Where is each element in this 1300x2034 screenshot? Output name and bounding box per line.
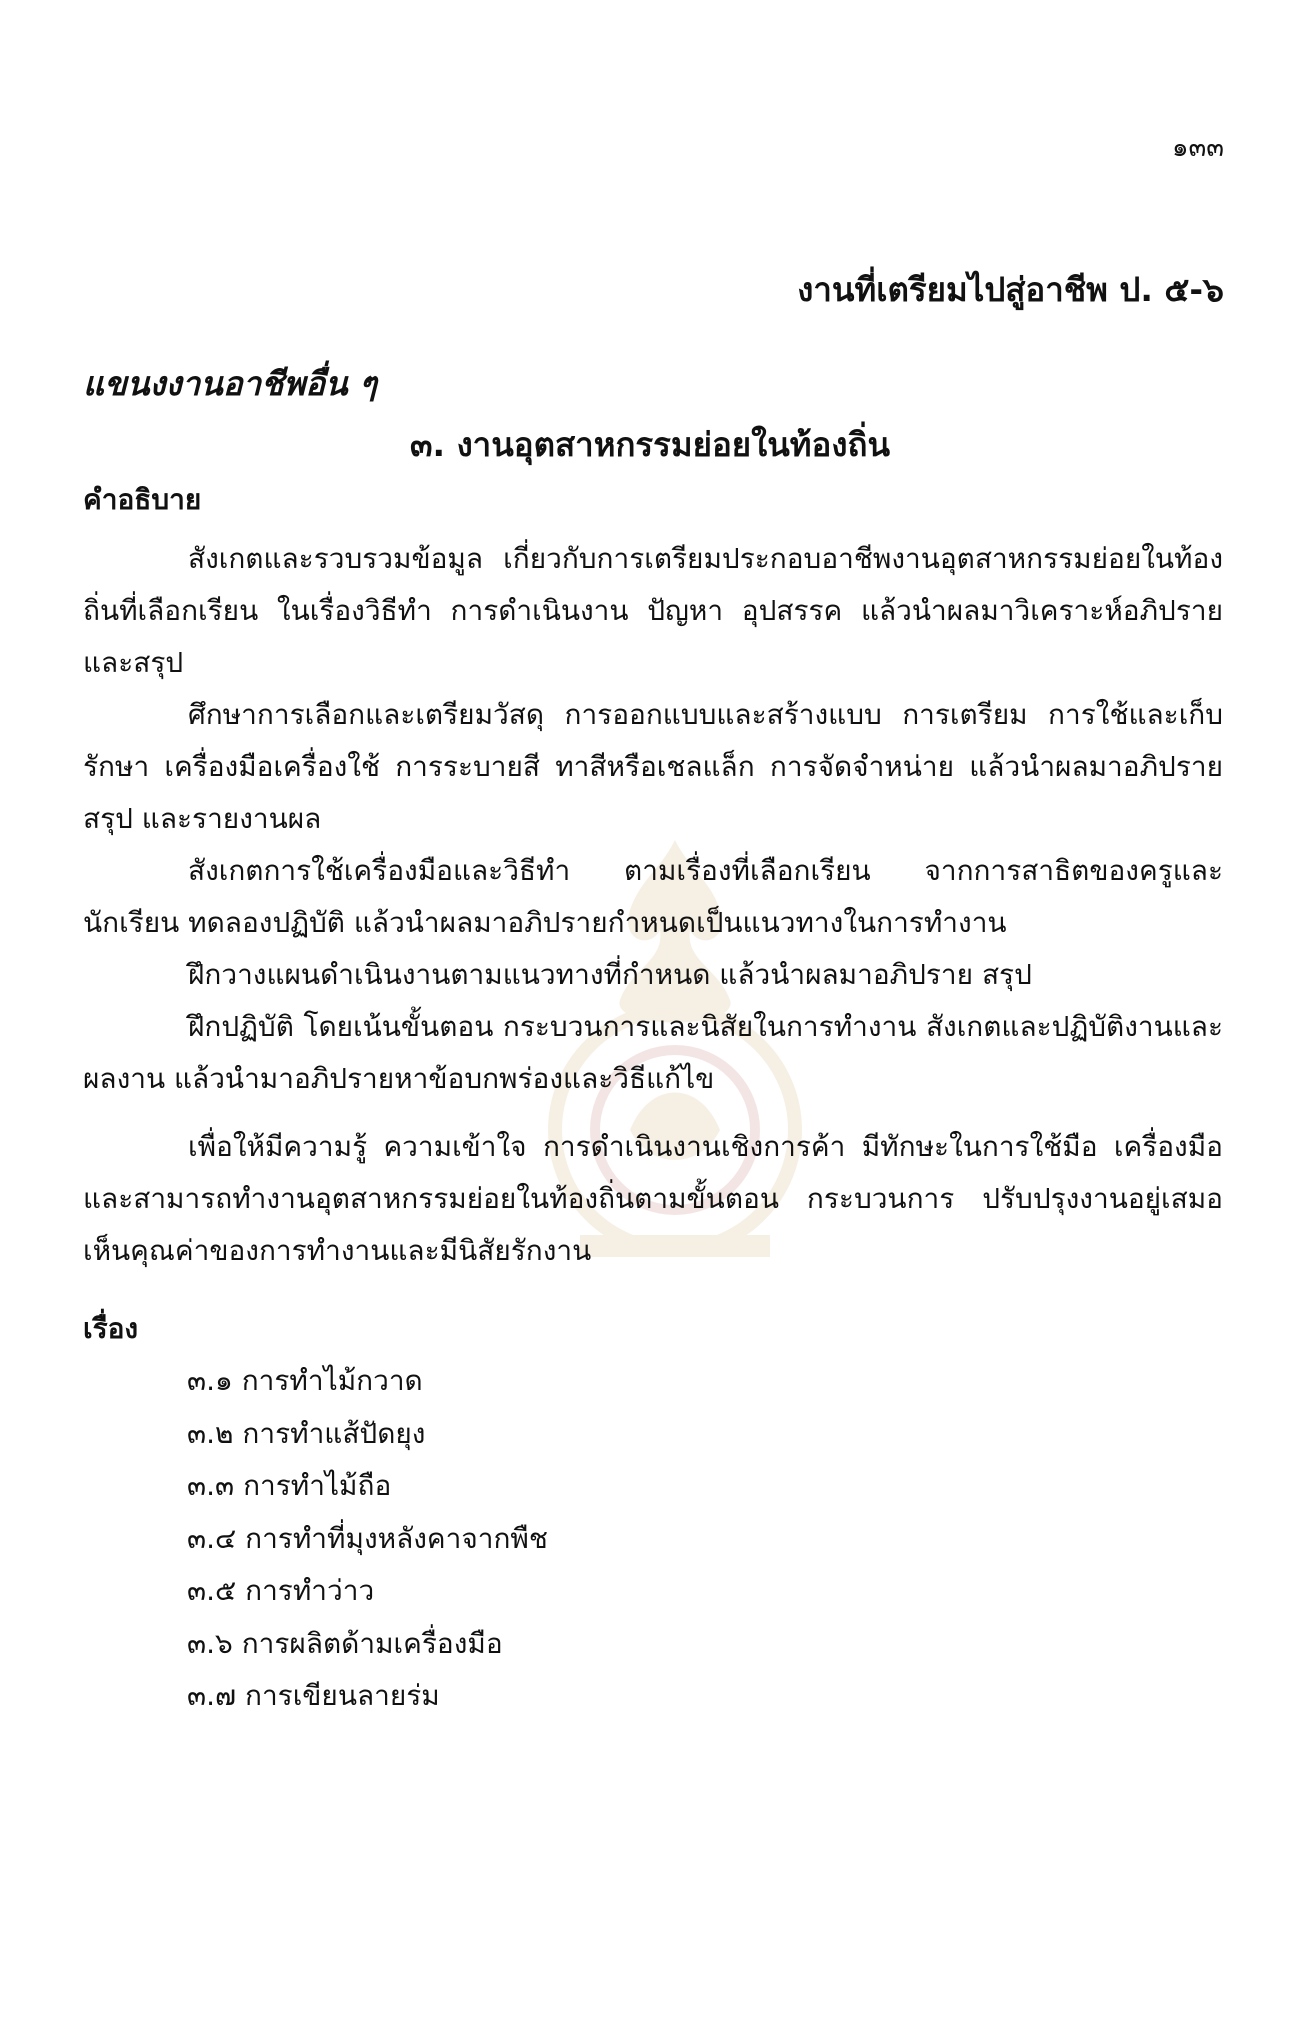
description-paragraph: สังเกตการใช้เครื่องมือและวิธีทำ ตามเรื่องที่เลือกเรียน จากการสาธิตของครูและนักเรียน ทดลองปฏิบัติ แล้วนำผลมาอภิปรายกำหนดเป็นแนวทางในการทำงาน [83, 854, 1223, 939]
topics-heading: เรื่อง [83, 1312, 139, 1345]
section-label: แขนงงานอาชีพอื่น ๆ [83, 364, 377, 403]
objective-paragraph: เพื่อให้มีความรู้ ความเข้าใจ การดำเนินงานเชิงการค้า มีทักษะในการใช้มือ เครื่องมือและสามารถทำงานอุตสาหกรรมย่อยในท้องถิ่นตามขั้นตอน กระบวนการ ปรับปรุงงานอยู่เสมอเห็นคุณค่าของการทำงานและมีนิสัยรักงาน [83, 1130, 1223, 1267]
description-paragraph: ศึกษาการเลือกและเตรียมวัสดุ การออกแบบและสร้างแบบ การเตรียม การใช้และเก็บรักษา เครื่องมือเครื่องใช้ การระบายสี ทาสีหรือเชลแล็ก การจัดจำหน่าย แล้วนำผลมาอภิปราย สรุป และรายงานผล [83, 698, 1223, 835]
description-paragraph: ฝึกปฏิบัติ โดยเน้นขั้นตอน กระบวนการและนิสัยในการทำงาน สังเกตและปฏิบัติงานและผลงาน แล้วนำมาอภิปรายหาข้อบกพร่องและวิธีแก้ไข [83, 1010, 1223, 1095]
topic-item: ๓.๓ การทำไม้ถือ [187, 1469, 392, 1502]
page-number: ๑๓๓ [1171, 133, 1224, 163]
topic-item: ๓.๔ การทำที่มุงหลังคาจากพืช [187, 1521, 548, 1555]
description-body [83, 533, 1223, 1277]
topic-item: ๓.๑ การทำไม้กวาด [187, 1364, 423, 1397]
description-heading: คำอธิบาย [83, 483, 202, 516]
topics-list [187, 1355, 548, 1723]
description-paragraph: ฝึกวางแผนดำเนินงานตามแนวทางที่กำหนด แล้วนำผลมาอภิปราย สรุป [188, 958, 1032, 991]
description-paragraph: สังเกตและรวบรวมข้อมูล เกี่ยวกับการเตรียมประกอบอาชีพงานอุตสาหกรรมย่อยในท้องถิ่นที่เลือกเรียน ในเรื่องวิธีทำ การดำเนินงาน ปัญหา อุปสรรค แล้วนำผลมาวิเคราะห์อภิปรายและสรุป [83, 542, 1223, 679]
topic-item: ๓.๗ การเขียนลายร่ม [187, 1679, 440, 1712]
running-header: งานที่เตรียมไปสู่อาชีพ ป. ๕-๖ [797, 270, 1224, 309]
topic-item: ๓.๖ การผลิตด้ามเครื่องมือ [187, 1626, 503, 1660]
unit-title: ๓. งานอุตสาหกรรมย่อยในท้องถิ่น [409, 425, 891, 464]
topic-item: ๓.๒ การทำแส้ปัดยุง [187, 1416, 426, 1450]
topic-item: ๓.๕ การทำว่าว [187, 1574, 375, 1607]
